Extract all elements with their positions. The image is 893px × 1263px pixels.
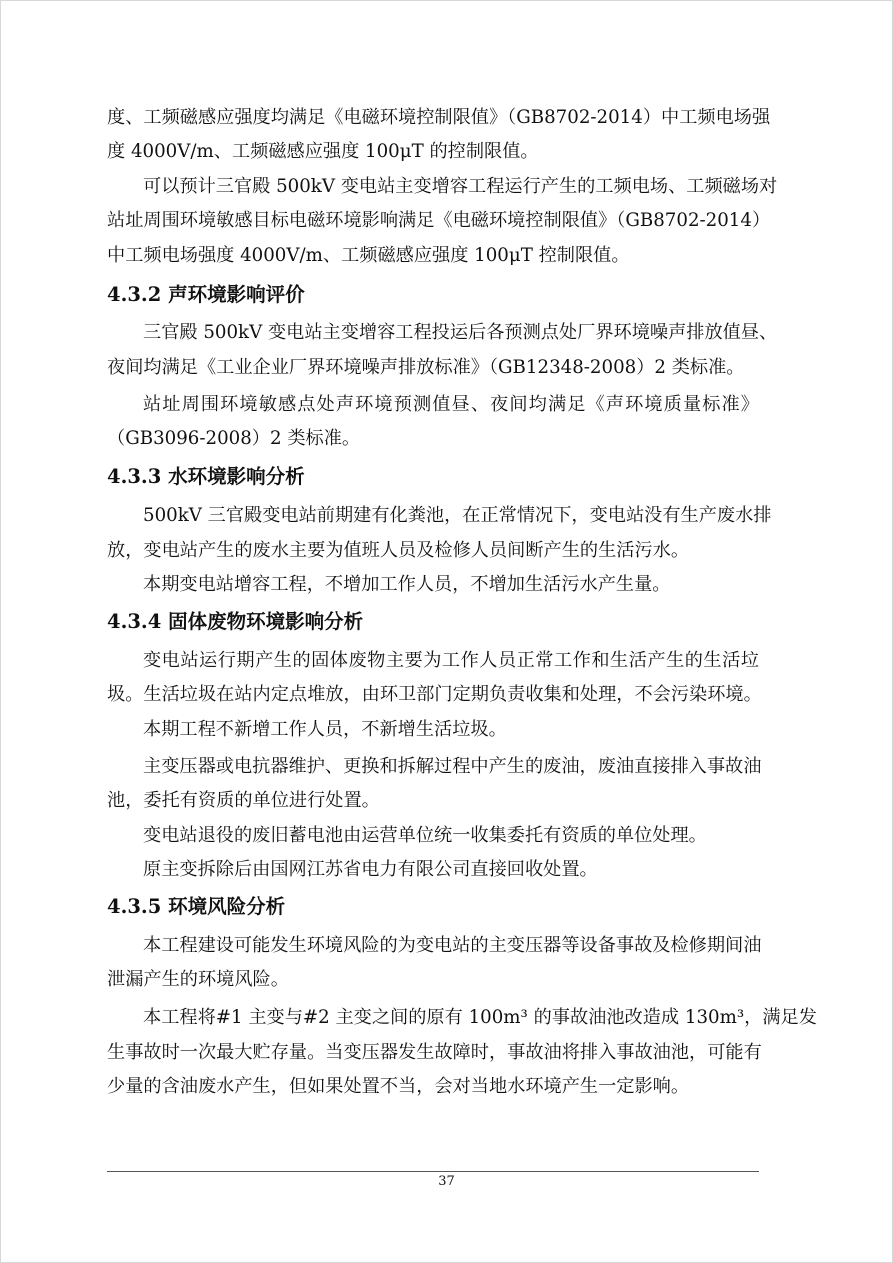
text-line: 度、工频磁感应强度均满足《电磁环境控制限值》（GB8702-2014）中工频电场强 <box>107 107 771 128</box>
text-line: 可以预计三官殿 500kV 变电站主变增容工程运行产生的工频电场、工频磁场对 <box>143 176 778 197</box>
text-line: 度 4000V/m、工频磁感应强度 100μT 的控制限值。 <box>107 141 539 162</box>
text-line: 少量的含油废水产生，但如果处置不当，会对当地水环境产生一定影响。 <box>107 1076 690 1097</box>
text-line: 放，变电站产生的废水主要为值班人员及检修人员间断产生的生活污水。 <box>107 540 690 561</box>
section-heading: 4.3.4 固体废物环境影响分析 <box>107 610 364 633</box>
text-line: 本工程建设可能发生环境风险的为变电站的主变压器等设备事故及检修期间油 <box>143 935 762 956</box>
text-line: 圾。生活垃圾在站内定点堆放，由环卫部门定期负责收集和处理，不会污染环境。 <box>107 684 762 705</box>
text-line: 本期变电站增容工程，不增加工作人员，不增加生活污水产生量。 <box>143 574 671 595</box>
text-line: 生事故时一次最大贮存量。当变压器发生故障时，事故油将排入事故油池，可能有 <box>107 1042 762 1063</box>
section-heading: 4.3.3 水环境影响分析 <box>107 465 305 488</box>
text-line: 本期工程不新增工作人员，不新增生活垃圾。 <box>143 719 507 740</box>
text-line: 变电站退役的废旧蓄电池由运营单位统一收集委托有资质的单位处理。 <box>143 825 707 846</box>
text-line: 变电站运行期产生的固体废物主要为工作人员正常工作和生活产生的生活垃 <box>143 650 759 671</box>
text-line: 中工频电场强度 4000V/m、工频磁感应强度 100μT 控制限值。 <box>107 245 630 266</box>
text-line: 站址周围环境敏感目标电磁环境影响满足《电磁环境控制限值》（GB8702-2014） <box>107 210 771 231</box>
text-line: 夜间均满足《工业企业厂界环境噪声排放标准》（GB12348-2008）2 类标准。 <box>107 357 745 378</box>
text-line: 500kV 三官殿变电站前期建有化粪池，在正常情况下，变电站没有生产废水排 <box>143 505 772 526</box>
text-line: 主变压器或电抗器维护、更换和拆解过程中产生的废油，废油直接排入事故油 <box>143 756 762 777</box>
text-line: 原主变拆除后由国网江苏省电力有限公司直接回收处置。 <box>143 859 598 880</box>
text-line: 泄漏产生的环境风险。 <box>107 969 289 990</box>
page-number: 37 <box>438 1174 455 1189</box>
text-line: 三官殿 500kV 变电站主变增容工程投运后各预测点处厂界环境噪声排放值昼、 <box>143 322 778 343</box>
footer-rule <box>107 1171 759 1172</box>
text-line: （GB3096-2008）2 类标准。 <box>107 428 361 449</box>
text-line: 本工程将#1 主变与#2 主变之间的原有 100m³ 的事故油池改造成 130m³，满足发 <box>143 1007 817 1028</box>
text-line: 站址周围环境敏感点处声环境预测值昼、夜间均满足《声环境质量标准》 <box>143 394 759 415</box>
text-line: 池，委托有资质的单位进行处置。 <box>107 790 380 811</box>
section-heading: 4.3.2 声环境影响评价 <box>107 283 305 306</box>
section-heading: 4.3.5 环境风险分析 <box>107 895 286 918</box>
